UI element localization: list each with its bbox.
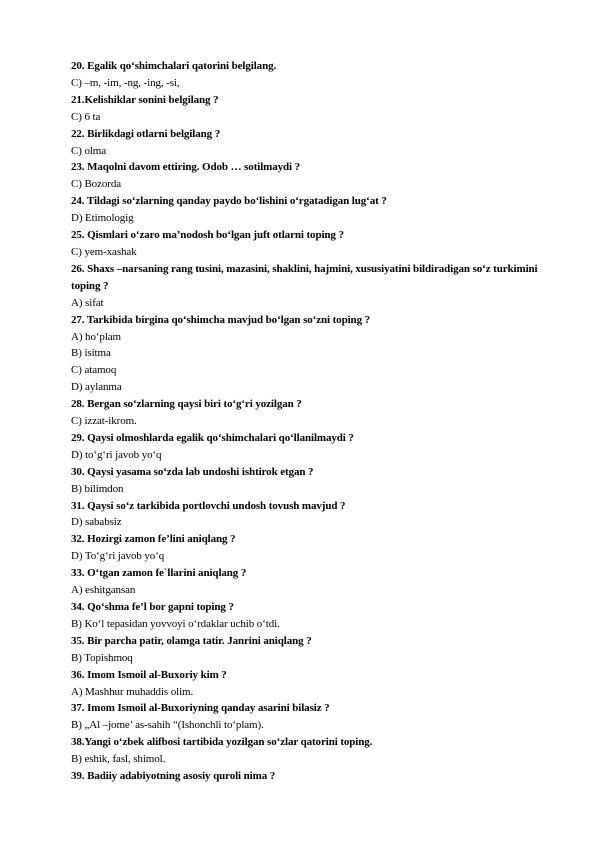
question-text: 38.Yangi o‘zbek alifbosi tartibida yozilgan so‘zlar qatorini toping. <box>71 736 373 749</box>
question-text: 20. Egalik qo‘shimchalari qatorini belgilang. <box>71 60 277 72</box>
answer-text: C) 6 ta <box>71 110 101 123</box>
answer-text: A) ho‘plam <box>71 330 122 343</box>
question-text: 31. Qaysi so‘z tarkibida portlovchi undosh tovush mavjud ? <box>71 499 346 512</box>
question-text: 39. Badiiy adabiyotning asosiy quroli nima ? <box>71 770 276 783</box>
answer-text: C) –m, -im, -ng, -ing, -si, <box>71 76 180 89</box>
answer-text: B) Ko‘l tepasidan yovvoyi o‘rdaklar uchib o‘tdi. <box>71 617 280 630</box>
answer-text: B) bilimdon <box>71 482 124 495</box>
answer-text: B) isitma <box>71 347 111 360</box>
answer-text: D) aylanma <box>71 381 122 394</box>
answer-text: A) Mashhur muhaddis olim. <box>71 685 194 698</box>
question-text: 37. Imom Ismoil al-Buxoriyning qanday asarini bilasiz ? <box>71 702 330 715</box>
document-page <box>71 58 561 785</box>
question-text: 35. Bir parcha patir, olamga tatir. Janrini aniqlang ? <box>71 634 312 647</box>
question-text: 24. Tildagi so‘zlarning qanday paydo bo‘lishini o‘rgatadigan lug‘at ? <box>71 195 387 208</box>
question-text: 28. Bergan so‘zlarning qaysi biri to‘g‘ri yozilgan ? <box>71 398 302 411</box>
question-text: 26. Shaxs –narsaning rang tusini, mazasini, shaklini, hajmini, xususiyatini bildiradigan so‘z turkimini toping ? <box>71 262 538 292</box>
answer-text: A) eshitgansan <box>71 584 136 597</box>
question-text: 23. Maqolni davom ettiring. Odob … sotilmaydi ? <box>71 161 301 174</box>
answer-text: B) „Al –jome’ as-sahih “(Ishonchli to‘plam). <box>71 719 264 732</box>
answer-text: D) to‘g‘ri javob yo‘q <box>71 448 162 461</box>
answer-text: D) To‘g‘ri javob yo‘q <box>71 550 165 563</box>
question-text: 22. Birlikdagi otlarni belgilang ? <box>71 127 221 140</box>
question-text: 34. Qo‘shma fe’l bor gapni toping ? <box>71 601 234 613</box>
answer-text: C) izzat-ikrom. <box>71 415 137 428</box>
question-text: 36. Imom Ismoil al-Buxoriy kim ? <box>71 668 227 681</box>
answer-text: C) Bozorda <box>71 178 122 191</box>
question-text: 30. Qaysi yasama so‘zda lab undoshi ishtirok etgan ? <box>71 465 314 478</box>
answer-text: D) Etimologig <box>71 212 134 225</box>
question-text: 27. Tarkibida birgina qo‘shimcha mavjud bo‘lgan so‘zni toping ? <box>71 313 371 326</box>
question-text: 29. Qaysi olmoshlarda egalik qo‘shimchalari qo‘llanilmaydi ? <box>71 431 354 444</box>
question-text: 21.Kelishiklar sonini belgilang ? <box>71 93 219 106</box>
answer-text: C) yem-xashak <box>71 245 137 258</box>
answer-text: D) sababsiz <box>71 516 122 529</box>
answer-text: C) atamoq <box>71 364 117 377</box>
answer-text: B) eshik, fasl, shimol. <box>71 753 166 766</box>
question-text: 25. Qismlari o‘zaro ma’nodosh bo‘lgan juft otlarni toping ? <box>71 229 344 242</box>
question-text: 33. O‘tgan zamon fe`llarini aniqlang ? <box>71 567 247 580</box>
answer-text: C) olma <box>71 144 107 157</box>
answer-text: A) sifat <box>71 296 104 309</box>
answer-text: B) Topishmoq <box>71 651 133 664</box>
question-text: 32. Hozirgi zamon fe’lini aniqlang ? <box>71 533 236 546</box>
